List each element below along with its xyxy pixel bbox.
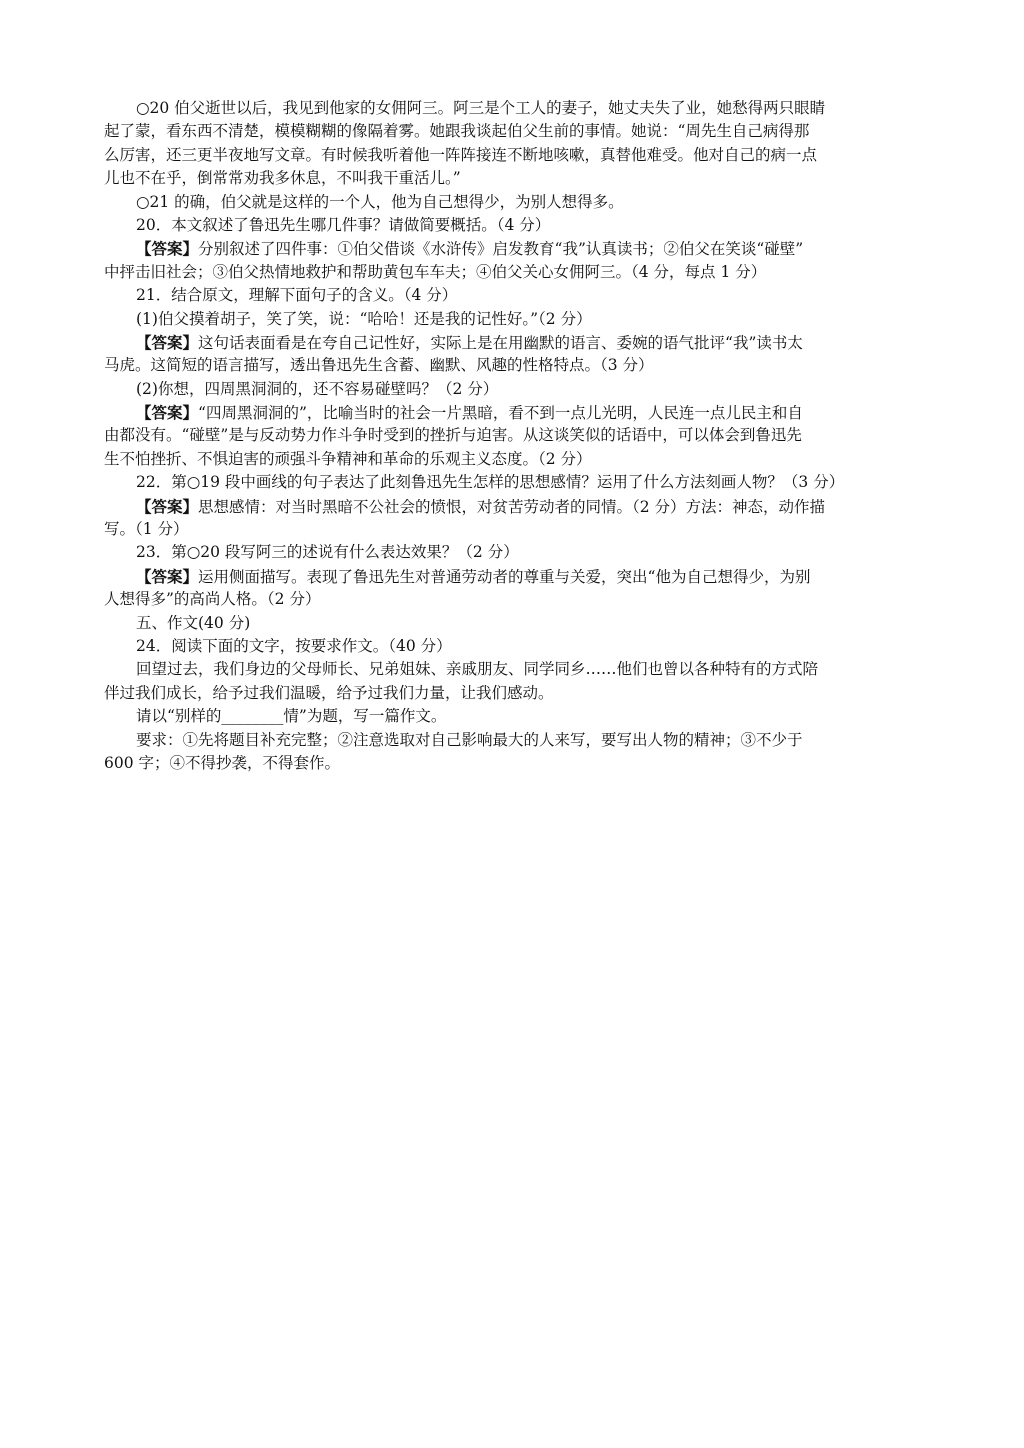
line-text: 600 字；④不得抄袭，不得套作。 [104, 753, 341, 772]
line-text: (1)伯父摸着胡子，笑了笑，说：“哈哈！还是我的记性好。”（2 分） [136, 309, 592, 328]
text-line [104, 97, 932, 120]
line-text: “四周黑洞洞的”，比喻当时的社会一片黑暗，看不到一点儿光明，人民连一点儿民主和自 [198, 404, 803, 423]
line-text: ○20 伯父逝世以后，我见到他家的女佣阿三。阿三是个工人的妻子，她丈夫失了业，她愁得两只眼睛 [136, 99, 826, 117]
text-line [104, 658, 932, 681]
line-text: 由都没有。“碰壁”是与反动势力作斗争时受到的挫折与迫害。从这谈笑似的话语中，可以体会到鲁迅先 [104, 426, 802, 445]
line-text: 23．第○20 段写阿三的述说有什么表达效果？（2 分） [136, 543, 519, 562]
line-text: 马虎。这简短的语言描写，透出鲁迅先生含蓄、幽默、风趣的性格特点。（3 分） [104, 356, 654, 375]
text-line [104, 284, 932, 307]
line-text: 20．本文叙述了鲁迅先生哪几件事？请做简要概括。（4 分） [136, 215, 551, 234]
line-text: 么厉害，还三更半夜地写文章。有时候我听着他一阵阵接连不断地咳嗽，真替他难受。他对自己的病一点 [104, 145, 818, 164]
line-text: 要求：①先将题目补充完整；②注意选取对自己影响最大的人来写，要写出人物的精神；③不少于 [136, 730, 803, 749]
line-text: 请以“别样的________情”为题，写一篇作文。 [136, 707, 447, 726]
text-line [104, 612, 932, 635]
line-text: 这句话表面看是在夸自己记性好，实际上是在用幽默的语言、委婉的语气批评“我”读书太 [198, 333, 803, 352]
text-line [104, 541, 932, 564]
line-text: 运用侧面描写。表现了鲁迅先生对普通劳动者的尊重与关爱，突出“他为自己想得少，为别 [198, 567, 811, 586]
text-line [104, 424, 932, 447]
answer-label: 【答案】 [136, 332, 199, 352]
text-line [104, 120, 932, 143]
document-body [104, 97, 932, 775]
text-line [104, 448, 932, 471]
text-line [104, 191, 932, 214]
text-line [104, 308, 932, 331]
text-line [104, 354, 932, 377]
line-text: 生不怕挫折、不惧迫害的顽强斗争精神和革命的乐观主义态度。（2 分） [104, 449, 592, 468]
answer-label: 【答案】 [136, 566, 199, 586]
line-text: 中抨击旧社会；③伯父热情地救护和帮助黄包车车夫；④伯父关心女佣阿三。（4 分，每点 1 分） [104, 262, 767, 281]
text-line [104, 214, 932, 237]
line-text: 伴过我们成长，给予过我们温暖，给予过我们力量，让我们感动。 [104, 683, 554, 702]
text-line [104, 565, 932, 588]
line-text: 儿也不在乎，倒常常劝我多休息，不叫我干重活儿。” [104, 169, 461, 188]
text-line [104, 518, 932, 541]
answer-label: 【答案】 [136, 239, 199, 259]
answer-label: 【答案】 [136, 496, 199, 516]
text-line [104, 635, 932, 658]
text-line [104, 588, 932, 611]
text-line [104, 705, 932, 728]
text-line [104, 261, 932, 284]
text-line [104, 144, 932, 167]
line-text: 分别叙述了四件事：①伯父借谈《水浒传》启发教育“我”认真读书；②伯父在笑谈“碰壁” [198, 240, 804, 259]
text-line [104, 471, 932, 494]
line-text: 五、作文(40 分) [136, 613, 251, 632]
line-text: (2)你想，四周黑洞洞的，还不容易碰壁吗？（2 分） [136, 379, 499, 398]
text-line [104, 729, 932, 752]
text-line [104, 401, 932, 424]
text-line [104, 331, 932, 354]
line-text: 写。（1 分） [104, 520, 189, 539]
text-line [104, 167, 932, 190]
answer-label: 【答案】 [136, 403, 199, 423]
text-line [104, 495, 932, 518]
line-text: 21．结合原文，理解下面句子的含义。（4 分） [136, 286, 458, 305]
line-text: 思想感情：对当时黑暗不公社会的愤恨，对贫苦劳动者的同情。（2 分）方法：神态，动作描 [198, 497, 826, 516]
text-line [104, 237, 932, 260]
line-text: 24．阅读下面的文字，按要求作文。（40 分） [136, 636, 452, 655]
text-line [104, 378, 932, 401]
line-text: 人想得多”的高尚人格。（2 分） [104, 590, 321, 609]
text-line [104, 752, 932, 775]
line-text: 回望过去，我们身边的父母师长、兄弟姐妹、亲戚朋友、同学同乡……他们也曾以各种特有的方式陪 [136, 660, 819, 679]
line-text: 起了蒙，看东西不清楚，模模糊糊的像隔着雾。她跟我谈起伯父生前的事情。她说：“周先生自己病得那 [104, 122, 810, 141]
line-text: ○21 的确，伯父就是这样的一个人，他为自己想得少，为别人想得多。 [136, 192, 624, 211]
text-line [104, 682, 932, 705]
line-text: 22．第○19 段中画线的句子表达了此刻鲁迅先生怎样的思想感情？运用了什么方法刻画人物？（3 分） [136, 473, 845, 492]
